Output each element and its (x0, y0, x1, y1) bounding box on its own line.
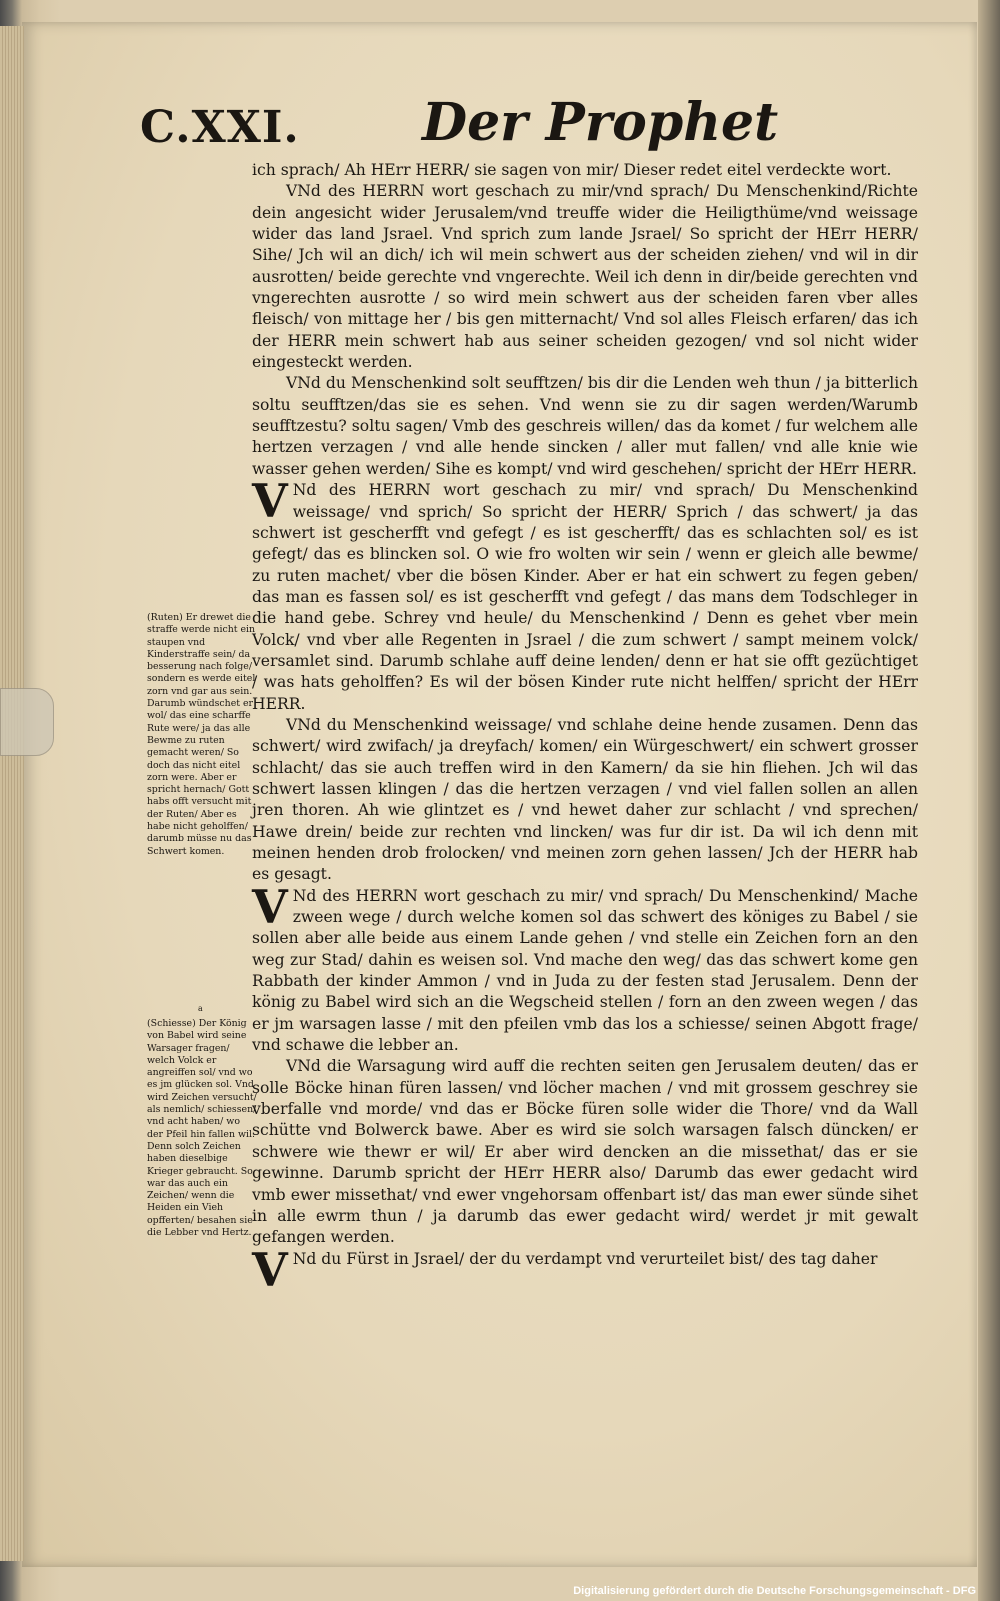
paragraph-text: Nd du Fürst in Jsrael/ der du verdampt vnd verurteilet bist/ des tag daher (292, 1249, 878, 1268)
paragraph (252, 879, 918, 1057)
folio-number: C.XXI. (140, 102, 300, 153)
paragraph: VNd die Warsagung wird auff die rechten seiten gen Jerusalem deuten/ das er solle Böcke hinan füren lassen/ vnd löcher machen / vnd mit grossem geschrey sie vberfalle vnd morde/ vnd das er Böcke füren solle wider die Thore/ vnd da Wall schütte vnd Bolwerck bawe. Aber es wird sie solch warsagen falsch düncken/ er schwere wie thewr er wil/ Er aber wird dencken an die missethat/ das er sie gewinne. Darumb spricht der HErr HERR also/ Darumb das ewer gedacht wird vmb ewer missethat/ vnd ewer vngehorsam offenbart ist/ das man ewer sünde sihet in alle ewrm thun / ja darumb das ewer gedacht wird/ werdet jr mit gewalt gefangen werden. (252, 1057, 918, 1247)
running-title: Der Prophet (422, 92, 779, 153)
right-page-edge (978, 0, 1000, 1601)
paragraph-text: Nd des HERRN wort geschach zu mir/ vnd sprach/ Du Menschenkind/ Mache zween wege / durch welche komen sol das schwert des königes zu Babel / sie sollen aber alle beide aus einem Lande gehen / vnd stelle ein Zeichen forn an den weg zur Stad/ dahin es weisen sol. Vnd mache den weg/ das das schwert kome gen Rabbath der kinder Ammon / vnd in Juda zu der festen stad Jerusalem. Denn der könig zu Babel wird sich an die Wegscheid stellen / forn an den zween wegen / das er jm warsagen lasse / mit den pfeilen vmb das los a schiesse/ seinen Abgott frage/ vnd schawe die lebber an. (252, 886, 918, 1055)
paragraph: VNd du Menschenkind solt seufftzen/ bis dir die Lenden weh thun / ja bitterlich soltu seufftzen/das sie es sehen. Vnd wenn sie zu dir sagen werden/Warumb seufftzestu? soltu sagen/ Vmb des geschreis willen/ das da komet / fur welchem alle hertzen verzagen / vnd alle hende sincken / aller mut fallen/ vnd alle knie wie wasser gehen werden/ Sihe es kompt/ vnd wird geschehen/ spricht der HErr HERR. (252, 374, 918, 478)
margin-gloss-ruten: (Ruten) Er drewet die straffe werde nicht ein staupen vnd Kinderstraffe sein/ da besserung nach folge/ sondern es werde eitel zorn vnd gar aus sein. Darumb wündschet er wol/ das eine scharffe Rute were/ ja das alle Bewme zu ruten gemacht weren/ So doch das nicht eitel zorn were. Aber er spricht hernach/ Gott habs offt versucht mit der Ruten/ Aber es habe nicht geholffen/ darumb müsse nu das Schwert komen. (147, 612, 256, 857)
paragraph: VNd du Menschenkind weissage/ vnd schlahe deine hende zusamen. Denn das schwert/ wird zwifach/ ja dreyfach/ komen/ ein Würgeschwert/ ein schwert grosser schlacht/ das sie auch treffen wird in den Kamern/ da sie hin fliehen. Jch wil das schwert lassen klingen / das die hertzen verzagen / vnd viel fallen sollen an allen jren thoren. Ah wie glintzet es / vnd hewet daher zur schlacht / vnd sprechen/ Hawe drein/ beide zur rechten vnd lincken/ was fur dir ist. Da wil ich denn mit meinen henden drob frolocken/ vnd meinen zorn gehen lassen/ Jch der HERR hab es gesagt. (252, 715, 918, 884)
paragraph: VNd des HERRN wort geschach zu mir/vnd sprach/ Du Menschenkind/Richte dein angesicht wider Jerusalem/vnd treuffe wider die Heiligthüme/vnd weissage wider das land Jsrael. Vnd sprich zum lande Jsrael/ So spricht der HErr HERR/ Sihe/ Jch wil an dich/ ich wil mein schwert aus der scheiden ziehen/ vnd wil in dir ausrotten/ beide gerechte vnd vngerechte. Weil ich denn in dir/beide gerechten vnd vngerechten ausrotte / so wird mein schwert aus der scheiden faren vber alles fleisch/ von mittage her / bis gen mitternacht/ Vnd sol alles Fleisch erfaren/ das ich der HERR mein schwert hab aus seiner scheiden gezogen/ vnd sol nicht wider eingesteckt werden. (252, 182, 918, 372)
gloss-marker: a (198, 1004, 203, 1013)
main-text-column (252, 160, 918, 1297)
drop-cap: V (252, 1242, 288, 1297)
paragraph: ich sprach/ Ah HErr HERR/ sie sagen von mir/ Dieser redet eitel verdeckte wort. (252, 161, 892, 179)
drop-cap: V (252, 879, 288, 934)
paragraph (252, 474, 918, 715)
paragraph-text: Nd des HERRN wort geschach zu mir/ vnd sprach/ Du Menschenkind weissage/ vnd sprich/ So spricht der HERR/ Sprich / das schwert/ ja das schwert ist gescherfft vnd gefegt / es ist gescherfft/ das es schlachten sol/ es ist gefegt/ das es blincken sol. O wie fro wolten wir sein / wenn er gleich alle bewme/ zu ruten machet/ vber die bösen Kinder. Aber er hat ein schwert zu fegen geben/ das man es fassen sol/ es ist gescherfft vnd gefegt / das mans dem Todschleger in die hand gebe. Schrey vnd heule/ du Menschenkind / Denn es gehet vber mein Volck/ vnd vber alle Regenten in Jsrael / die zum schwert / sampt meinem volck/ versamlet sind. Darumb schlahe auff deine lenden/ denn er hat sie offt gezüchtiget / was hats geholffen? Es wil der bösen Kinder rute nicht helffen/ spricht der HErr HERR. (252, 481, 918, 713)
drop-cap: V (252, 474, 288, 529)
margin-gloss-schiesse: (Schiesse) Der König von Babel wird seine Warsager fragen/ welch Volck er angreiffen sol/ vnd wo es jm glücken sol. Vnd wird Zeichen versucht/ als nemlich/ schiessen/ vnd acht haben/ wo der Pfeil hin fallen wil. Denn solch Zeichen haben dieselbige Krieger gebraucht. So war das auch ein Zeichen/ wenn die Heiden ein Vieh opfferten/ besahen sie die Lebber vnd Hertz. (147, 1018, 257, 1239)
page-stack-edge (0, 26, 24, 1561)
digitization-credit: Digitalisierung gefördert durch die Deutsche Forschungsgemeinschaft - DFG (573, 1585, 976, 1597)
bookmark-tab (0, 688, 54, 756)
paragraph (252, 1242, 918, 1297)
